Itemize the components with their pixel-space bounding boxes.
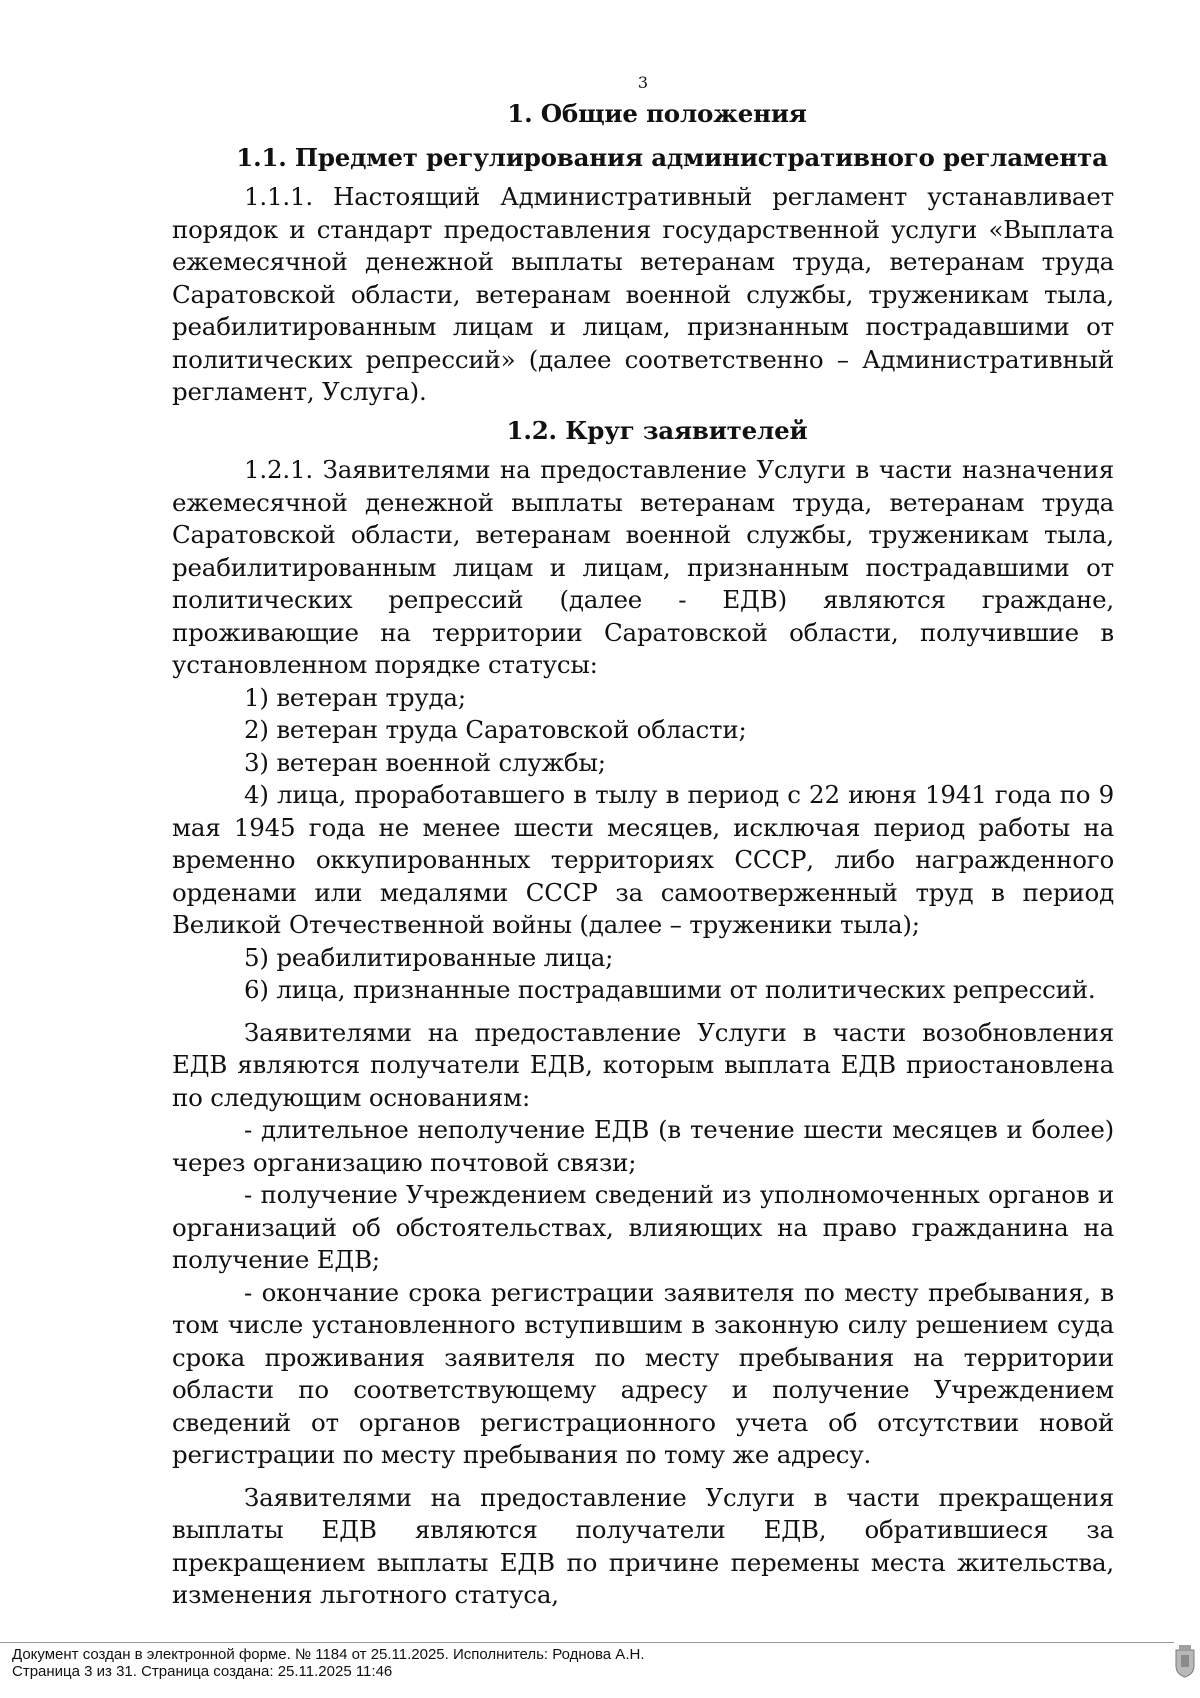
list-item: 1) ветеран труда; (244, 682, 466, 712)
paragraph: 1.1.1. Настоящий Административный регламент устанавливает порядок и стандарт предоставления государственной услуги «Выплата ежемесячной денежной выплаты ветеранам труда, ветеранам труда Саратовской области, ветеранам военной службы, труженикам тыла, реабилитированным лицам и лицам, признанным пострадавшими от политических репрессий» (далее соответственно – Административный регламент, Услуга). (172, 182, 1114, 406)
subsection-heading: 1.1. Предмет регулирования административного регламента (236, 142, 1108, 172)
footer-divider (0, 1642, 1174, 1643)
page-number: 3 (637, 73, 649, 92)
paragraph: Заявителями на предоставление Услуги в части возобновления ЕДВ являются получатели ЕДВ, которым выплата ЕДВ приостановлена по следующим основаниям: (172, 1017, 1114, 1112)
list-item: 2) ветеран труда Саратовской области; (244, 715, 747, 744)
list-item: 4) лица, проработавшего в тылу в период с 22 июня 1941 года по 9 мая 1945 года не менее шести месяцев, исключая период работы на временно оккупированных территориях СССР, либо награжденного орденами или медалями СССР за самоотверженный труд в период Великой Отечественной войны (далее – труженики тыла); (172, 780, 1114, 939)
section-heading: 1. Общие положения (507, 99, 807, 128)
subsection-heading: 1.2. Круг заявителей (506, 415, 808, 445)
footer-line: Документ создан в электронной форме. № 1184 от 25.11.2025. Исполнитель: Роднова А.Н. (12, 1646, 645, 1663)
footer-line: Страница 3 из 31. Страница создана: 25.11.2025 11:46 (12, 1663, 393, 1680)
dash-list-item: - получение Учреждением сведений из уполномоченных органов и организаций об обстоятельствах, влияющих на право гражданина на получение ЕДВ; (172, 1180, 1114, 1274)
footer (12, 1646, 644, 1680)
paragraph: Заявителями на предоставление Услуги в части прекращения выплаты ЕДВ являются получатели ЕДВ, обратившиеся за прекращением выплаты ЕДВ по причине перемены места жительства, изменения льготного статуса, (172, 1482, 1114, 1609)
paragraph: 1.2.1. Заявителями на предоставление Услуги в части назначения ежемесячной денежной выплаты ветеранам труда, ветеранам труда Саратовской области, ветеранам военной службы, труженикам тыла, реабилитированным лицам и лицам, признанным пострадавшими от политических репрессий (далее - ЕДВ) являются граждане, проживающие на территории Саратовской области, получившие в установленном порядке статусы: (172, 455, 1114, 679)
coat-of-arms-icon (1174, 1644, 1196, 1678)
list-item: 5) реабилитированные лица; (244, 942, 614, 972)
document-body (172, 98, 1114, 1612)
list-item: 6) лица, признанные пострадавшими от политических репрессий. (244, 975, 1096, 1004)
dash-list-item: - длительное неполучение ЕДВ (в течение шести месяцев и более) через организацию почтовой связи; (172, 1115, 1114, 1177)
list-item: 3) ветеран военной службы; (244, 747, 606, 777)
dash-list-item: - окончание срока регистрации заявителя по месту пребывания, в том числе установленного вступившим в законную силу решением суда срока проживания заявителя по месту пребывания на территории области по соответствующему адресу и получение Учреждением сведений от органов регистрационного учета об отсутствии новой регистрации по месту пребывания по тому же адресу. (172, 1277, 1114, 1469)
